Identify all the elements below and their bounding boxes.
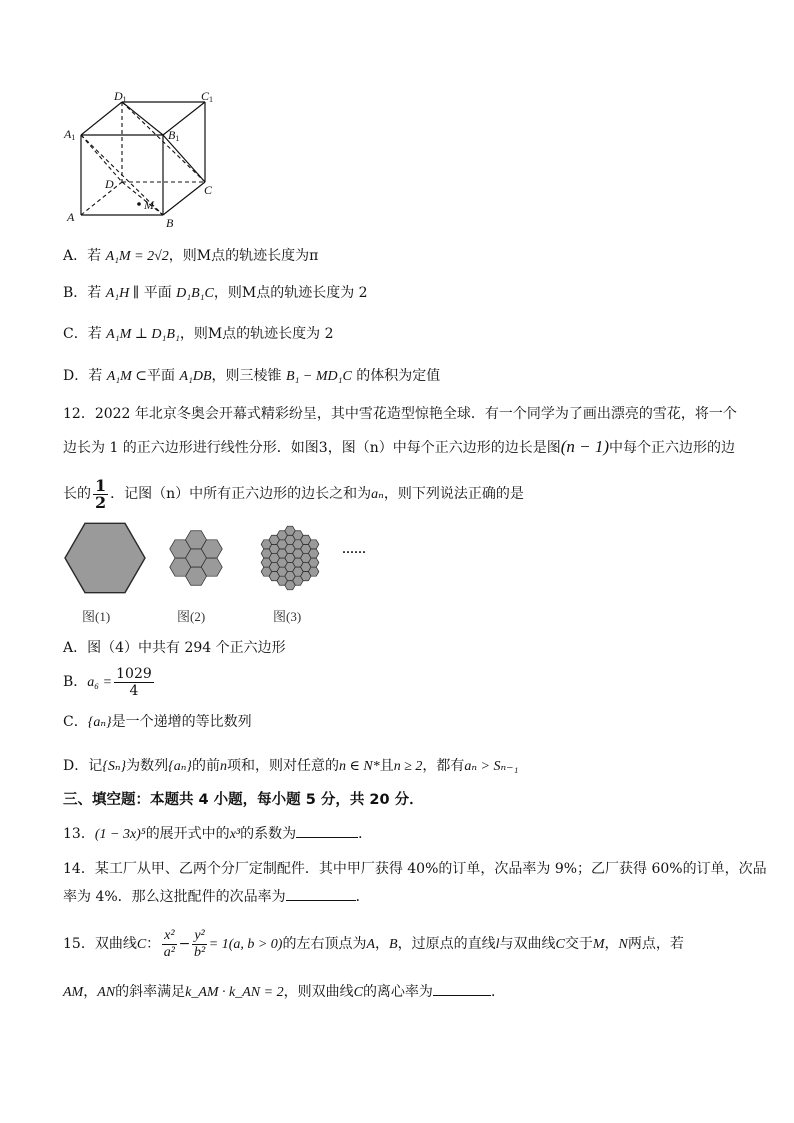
fig-label-2: 图(2) — [177, 609, 206, 624]
label-d1: D1 — [114, 89, 127, 104]
label-c: C — [204, 183, 213, 197]
q11-option-b: B．若 A₁H ∥ 平面 D₁B₁C，则M点的轨迹长度为 2 — [63, 285, 368, 301]
q15-line1: 15．双曲线C： $\frac{\text{x²}}{\text{a²}}$ − $\frac{\text{y²}}{\text{b²}}$ = 1(a, b > 0)的左右顶点为A，B，过原点的直线l与双曲线C交于M，N两点，若 — [63, 927, 684, 960]
hexagon-fig3 — [277, 540, 288, 549]
label-b1: B1 — [168, 128, 180, 143]
q12-option-c: C．{aₙ}是一个递增的等比数列 — [63, 714, 252, 730]
q15-line2: AM，AN的斜率满足k_AM · k_AN = 2，则双曲线C的离心率为 ． — [63, 981, 505, 1003]
q13: 13．(1 − 3x)⁵的展开式中的x³的系数为 ． — [63, 823, 372, 845]
q15-answer-blank[interactable] — [433, 981, 491, 996]
hexagon-fig1 — [65, 523, 145, 592]
label-a1: A1 — [64, 127, 76, 142]
q12-line2: 边长为 1 的正六边形进行线性分形．如图3，图（n）中每个正六边形的边长是图(n − 1)中每个正六边形的边 — [63, 437, 736, 456]
hexagon-fig3 — [293, 567, 304, 576]
q14-answer-blank[interactable] — [286, 886, 356, 901]
q11-option-a: A．若 A₁M = 2√2，则M点的轨迹长度为π — [63, 248, 319, 264]
label-b: B — [166, 216, 174, 230]
q12-option-d: D．记{Sₙ}为数列{aₙ}的前n项和，则对任意的n ∈ N*且n ≥ 2，都有aₙ > Sₙ₋₁ — [63, 758, 519, 774]
hexagon-fig3 — [261, 549, 272, 558]
label-a: A — [67, 210, 75, 224]
hexagon-fig3 — [261, 567, 272, 576]
cube-figure — [60, 88, 220, 233]
q12-option-b: B．a₆ = $\frac{1029}{4}$ — [63, 665, 152, 699]
q11-option-c: C．若 A₁M ⊥ D₁B₁，则M点的轨迹长度为 2 — [63, 326, 334, 342]
ellipsis-dots: ······ — [342, 545, 367, 559]
q14-line1: 14．某工厂从甲、乙两个分厂定制配件．其中甲厂获得 40%的订单，次品率为 9%；乙厂获得 60%的订单，次品 — [63, 861, 767, 877]
point-m — [137, 202, 141, 206]
fig-label-1: 图(1) — [82, 609, 111, 624]
label-c1: C1 — [201, 89, 214, 104]
hexagon-figures — [65, 523, 319, 592]
q12-line3: 长的 $\frac{1}{2}$ ．记图（n）中所有正六边形的边长之和为aₙ，则下列说法正确的是 — [63, 475, 524, 512]
label-m: M — [144, 198, 154, 212]
fig-label-3: 图(3) — [273, 609, 302, 624]
q13-answer-blank[interactable] — [296, 823, 358, 838]
hexagon-fig3 — [308, 540, 319, 549]
snowflake-figure — [60, 518, 370, 630]
q12-line1: 12．2022 年北京冬奥会开幕式精彩纷呈，其中雪花造型惊艳全球．有一个同学为了画出漂亮的雪花，将一个 — [63, 406, 737, 422]
q12-option-a: A．图（4）中共有 294 个正六边形 — [63, 640, 286, 656]
label-d: D — [105, 177, 114, 191]
q14-line2: 率为 4%．那么这批配件的次品率为 ． — [63, 886, 370, 907]
q11-option-d: D．若 A₁M ⊂平面 A₁DB，则三棱锥 B₁ − MD₁C 的体积为定值 — [63, 368, 441, 384]
section-3-heading: 三、填空题：本题共 4 小题，每小题 5 分，共 20 分． — [63, 792, 424, 808]
hexagon-fig3 — [293, 549, 304, 558]
